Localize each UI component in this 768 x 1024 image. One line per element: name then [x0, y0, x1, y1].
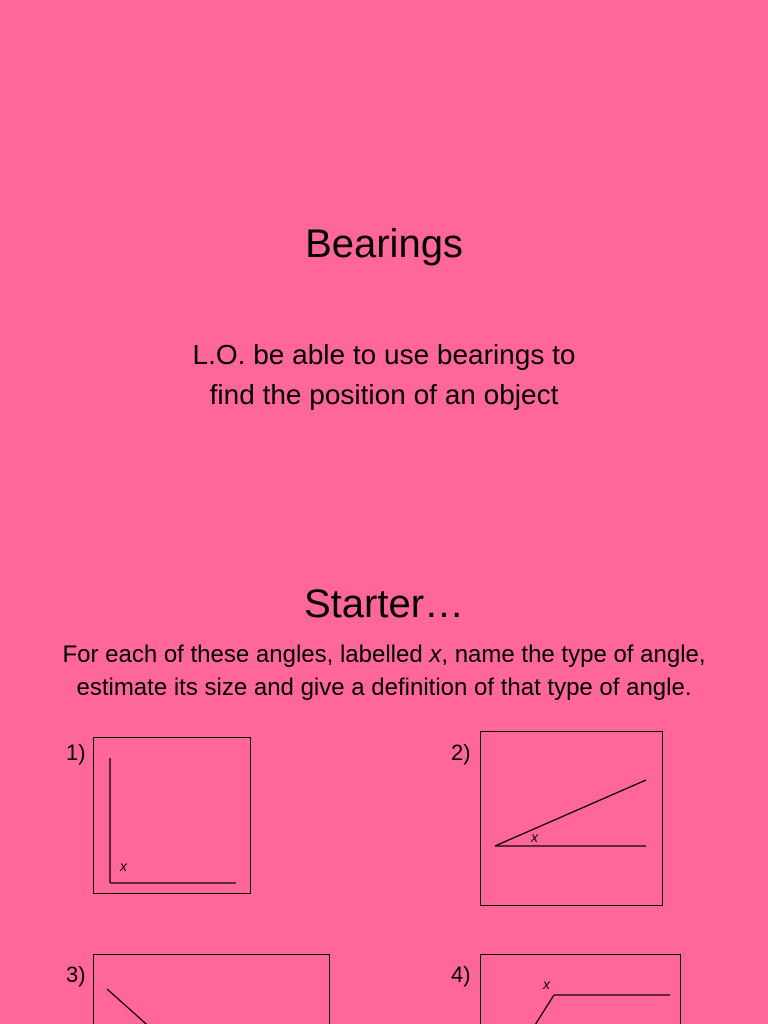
- angle-4-sloped-arm: [516, 995, 554, 1024]
- instructions: [0, 638, 768, 704]
- question-number-3: 3): [66, 962, 86, 987]
- instructions-line-1: [0, 638, 768, 671]
- angle-diagram-1: [94, 738, 252, 895]
- angle-diagram-3: [94, 955, 331, 1024]
- angle-diagram-4: [481, 955, 682, 1024]
- instructions-variable: x: [429, 641, 442, 668]
- question-number-1: 1): [66, 740, 86, 765]
- objective-line-2: find the position of an object: [209, 379, 559, 410]
- question-number-2: 2): [451, 740, 471, 765]
- instructions-text-b: , name the type of angle,: [441, 641, 706, 668]
- angle-2-label: x: [531, 829, 538, 845]
- angle-1-label: x: [120, 858, 127, 874]
- angle-2-sloped-arm: [495, 780, 646, 846]
- angle-box-1: [93, 737, 251, 894]
- instructions-text-a: For each of these angles, labelled: [62, 641, 430, 668]
- angle-box-4: [480, 954, 681, 1024]
- question-number-4: 4): [451, 962, 471, 987]
- angle-diagram-2: [481, 732, 664, 907]
- slide-starter: [0, 512, 768, 1024]
- starter-title: Starter…: [303, 582, 465, 626]
- page-title: Bearings: [305, 222, 463, 266]
- angle-3-arm: [107, 989, 154, 1024]
- instructions-line-2: estimate its size and give a definition of that type of angle.: [76, 674, 692, 701]
- learning-objective: [0, 335, 768, 415]
- objective-line-1: L.O. be able to use bearings to: [192, 339, 576, 370]
- angle-box-3: [93, 954, 330, 1024]
- angle-4-label: x: [543, 976, 550, 992]
- angle-box-2: [480, 731, 663, 906]
